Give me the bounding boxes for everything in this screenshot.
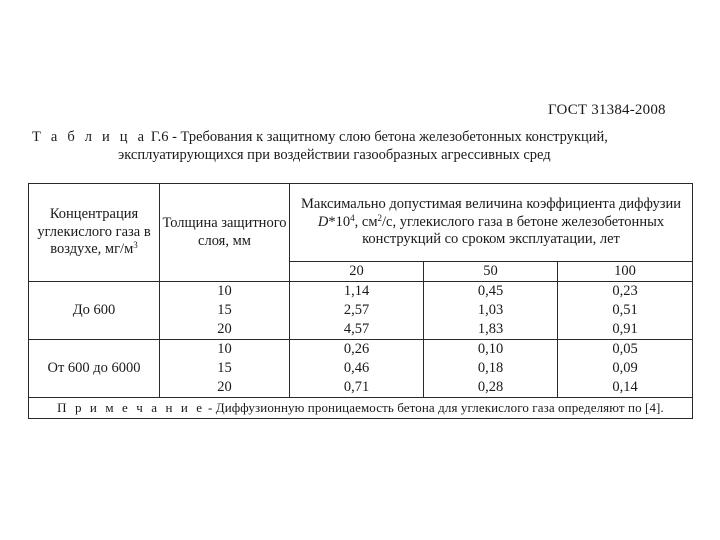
thickness-cell: 15	[160, 359, 290, 378]
table-note-row	[29, 398, 693, 419]
value-cell: 1,14	[290, 282, 424, 302]
header-concentration: Концентрация углекислого газа в воздухе, $мг/м^3$	[29, 184, 160, 282]
value-cell: 0,51	[558, 301, 693, 320]
concentration-cell: От 600 до 6000	[29, 340, 160, 398]
value-cell: 0,14	[558, 378, 693, 398]
value-cell: 0,09	[558, 359, 693, 378]
value-cell: 0,23	[558, 282, 693, 302]
note-lead: П р и м е ч а н и е	[57, 400, 205, 416]
thickness-cell: 20	[160, 378, 290, 398]
value-cell: 1,03	[424, 301, 558, 320]
header-diffusion-coefficient: Максимально допустимая величина коэффициента диффузии $D*10^4$, $см^2/с$, углекислого газа в бетоне железобетонных конструкций со сроком эксплуатации, лет	[290, 184, 693, 262]
table-row	[29, 340, 693, 360]
value-cell: 0,26	[290, 340, 424, 360]
thickness-cell: 10	[160, 340, 290, 360]
header-thickness: Толщина защитного слоя, мм	[160, 184, 290, 282]
table-note	[29, 398, 693, 419]
header-year-20: 20	[290, 262, 424, 282]
thickness-cell: 15	[160, 301, 290, 320]
value-cell: 0,91	[558, 320, 693, 340]
value-cell: 0,28	[424, 378, 558, 398]
value-cell: 0,71	[290, 378, 424, 398]
thickness-cell: 20	[160, 320, 290, 340]
standard-number: ГОСТ 31384-2008	[548, 102, 666, 118]
table-row	[29, 282, 693, 302]
header-year-50: 50	[424, 262, 558, 282]
thickness-cell: 10	[160, 282, 290, 302]
requirements-table	[28, 183, 693, 419]
caption-lead: Т а б л и ц а	[32, 129, 148, 145]
caption-title-line2: эксплуатирующихся при воздействии газообразных агрессивных сред	[118, 147, 551, 163]
caption-title: Г.6 - Требования к защитному слою бетона железобетонных конструкций,	[147, 129, 608, 145]
value-cell: 0,46	[290, 359, 424, 378]
concentration-cell: До 600	[29, 282, 160, 340]
value-cell: 0,05	[558, 340, 693, 360]
value-cell: 4,57	[290, 320, 424, 340]
value-cell: 0,45	[424, 282, 558, 302]
value-cell: 2,57	[290, 301, 424, 320]
header-year-100: 100	[558, 262, 693, 282]
note-text: - Диффузионную проницаемость бетона для углекислого газа определяют по [4].	[204, 400, 664, 416]
value-cell: 0,18	[424, 359, 558, 378]
value-cell: 0,10	[424, 340, 558, 360]
value-cell: 1,83	[424, 320, 558, 340]
table-caption	[32, 128, 692, 164]
